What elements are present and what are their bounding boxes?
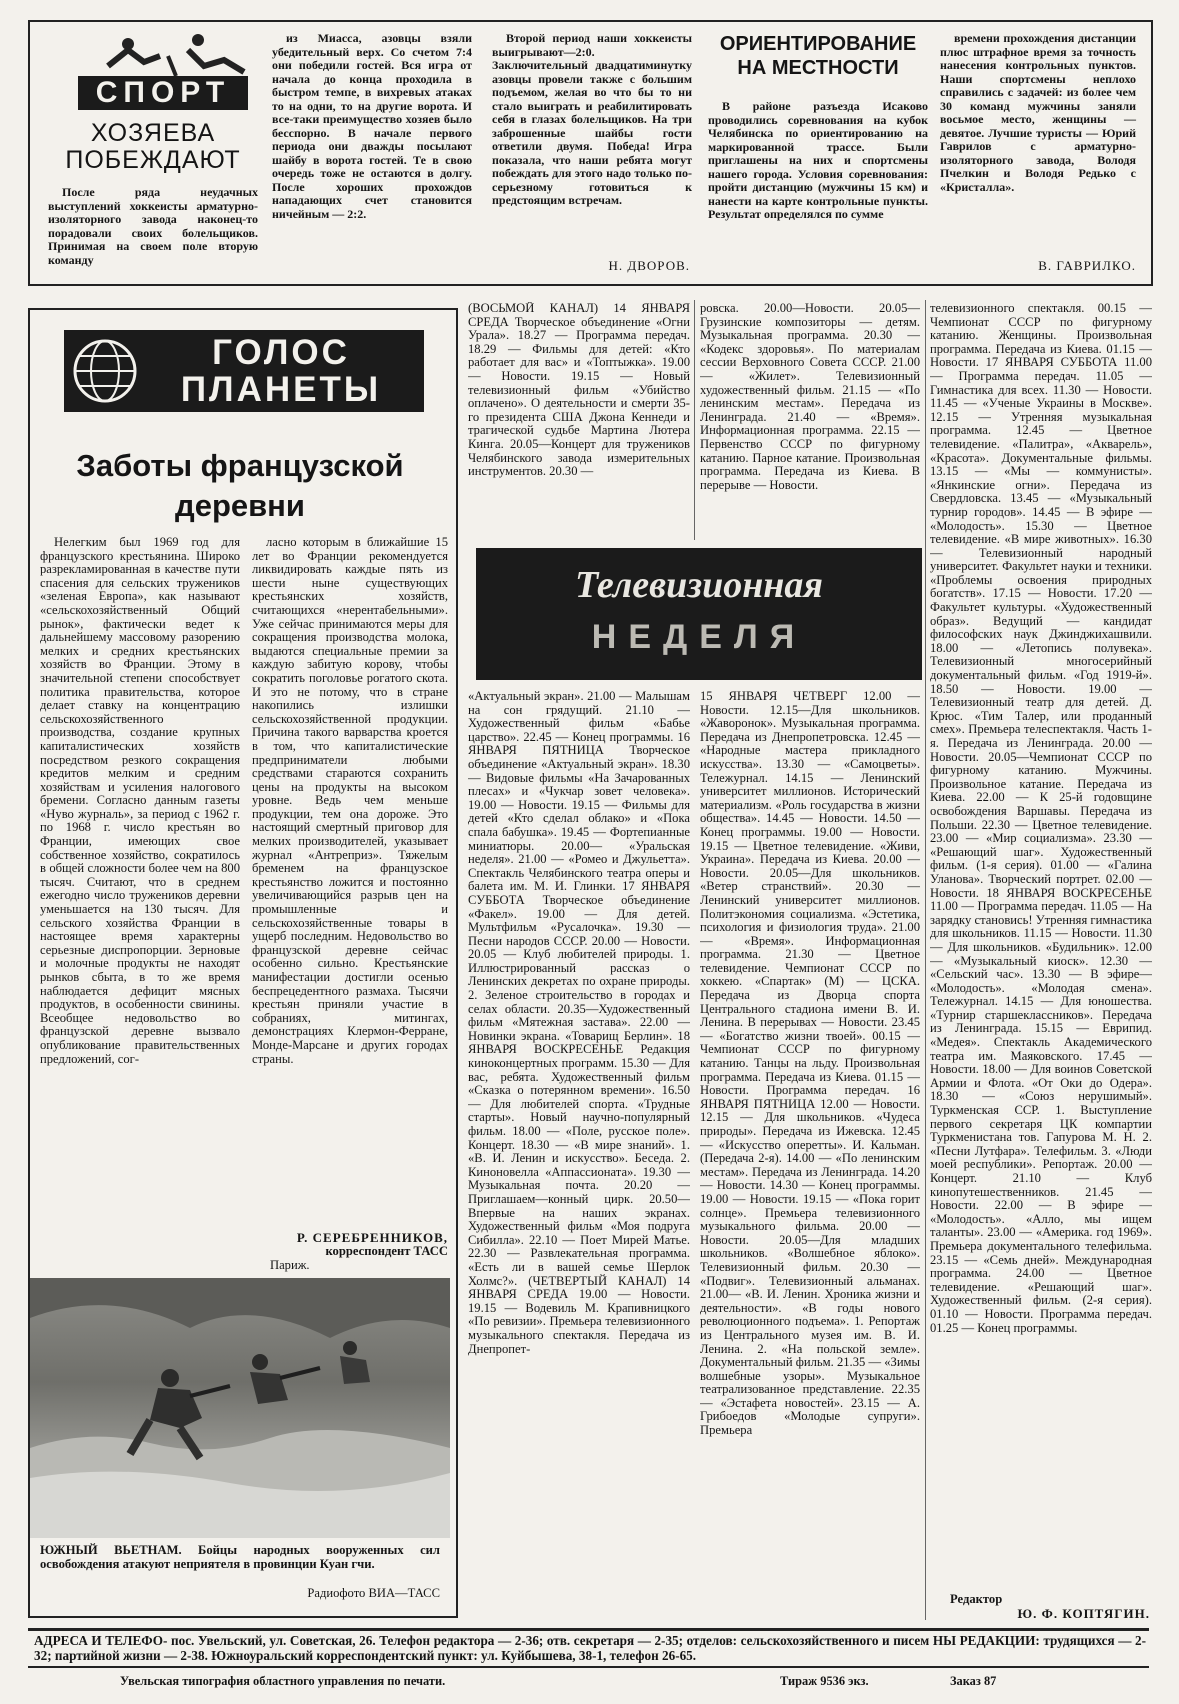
tv-banner-week: НЕДЕЛЯ xyxy=(591,618,807,656)
golos-author-role: корреспондент ТАСС xyxy=(325,1244,448,1258)
tv-divider-2 xyxy=(925,300,926,1620)
tv-col-a-top: (ВОСЬМОЙ КАНАЛ) 14 ЯНВАРЯ СРЕДА Творческое объединение «Огни Урала». 18.27 — Программа передач. 18.29 — Фильмы для детей: «Кто работает для вас» и «Топтыжка». 19.00 — Новости. 19.15 — Новый телевизионный фильм «Убийство оплачено». О деятельности и смерти 35-го президента США Джона Кеннеди и трагической судьбе Мартина Лютера Кинга. 20.05—Концерт для тружеников Челябинского завода измерительных инструментов. 20.30 — xyxy=(468,302,690,479)
footer-order: Заказ 87 xyxy=(950,1674,997,1688)
globe-icon xyxy=(70,336,140,406)
tv-col-b-bottom: 15 ЯНВАРЯ ЧЕТВЕРГ 12.00 — Новости. 12.15—Для школьников. «Жаворонок». Музыкальная программа. Передача из Днепропетровска. 12.45 — «Народные мастера прикладного искусства». 13.30 — «Самоцветы». Тележурнал. 14.15 — Ленинский университет миллионов. Исторический материализм. «Роль государства в жизни общества». 14.45 — Новости. 14.50 — Конец программы. 19.00 — Новости. 19.15 — Цветное телевидение. «Живи, Украина». Передача из Киева. 20.00 — Новости. 20.05—Для школьников. «Ветер странствий». 20.30 — Ленинский университет миллионов. Политэкономия социализма. «Эстетика, психология и физиология труда». 21.00 — «Время». Информационная программа. 21.30 — Цветное телевидение. Чемпионат СССР по хоккею. «Спартак» (М) — ЦСКА. Передача из Дворца спорта Центрального стадиона имени В. И. Ленина. В перерывах — Новости. 23.45 — «Богатство жизни твоей». 00.15 — Чемпионат СССР по фигурному катанию. Танцы на льду. Произвольная программа. Передача из Киева. 01.15 — Новости. Программа передач. 16 ЯНВАРЯ ПЯТНИЦА 12.00 — Новости. 12.15 — Для школьников. «Чудеса природы». Передача из Ижевска. 12.45 — «Искусство оперетты». И. Кальман. (Передача 2-я). 14.00 — «По ленинским местам». Передача из Ленинграда. 14.20 — Новости. 14.30 — Конец программы. 19.00 — Новости. 19.15 — «Пока горит солнце». Премьера телевизионного музыкального фильма. 20.00 — Новости. 20.05—Для младших школьников. «Волшебное яблоко». Телевизионный фильм. 20.30 — «Подвиг». Телевизионный альманах. 21.00— «В. И. Ленин. Хроника жизни и деятельности». «В годы нового революционного подъема». 1. Репортаж из Центрального музея им. В. И. Ленина. 2. «На польской земле». Документальный фильм. 21.35 — «Зимы волшебные узоры». Музыкальное театрализованное представление. 22.35 — «Эстафета новостей». 23.15 — А. Грибоедов «Молодые супруги». Премьера xyxy=(700,690,920,1438)
sport-col3: Второй период наши хоккеисты выигрывают—2:0. Заключительный двадцатиминутку азовцы провели также с большим подъемом, желая во что бы то ни стало выиграть и реабилитировать себя в глазах болельщиков. На три заброшенные шайбы гости ответили двумя. Победа! Игра показала, что наши ребята могут побеждать для этого надо только по-серьезному готовиться к предстоящим встречам. xyxy=(492,31,692,207)
footer-address: АДРЕСА И ТЕЛЕФО- пос. Увельский, ул. Советская, 26. Телефон редактора — 2-36; отв. секретаря — 2-35; отделов: сельскохозяйственного и писем НЫ РЕДАКЦИИ: трудящихся — 2-32; партийной жизни — 2-38. Южноуральский корреспондентский пункт: ул. Куйбышева, 38-1, телефон 26-65. xyxy=(34,1633,1146,1663)
tv-col-b-top: ровска. 20.00—Новости. 20.05— Грузинские композиторы — детям. Музыкальная программа. 20.30 — «Кодекс здоровья». По материалам сессии Верховного Совета СССР. 21.00 — «Жилет». Телевизионный художественный фильм. 21.15 — «По ленинским местам». Передача из Ленинграда. 21.40 — «Время». Информационная программа. 22.15 — Первенство СССР по фигурному катанию. Парное катание. Произвольная программа. Передача из Киева. В перерыве — Новости. xyxy=(700,302,920,492)
golos-place: Париж. xyxy=(270,1258,310,1272)
orient-col1: В районе разъезда Исаково проводились соревнования на кубок Челябинска по ориентированию на маркированной трассе. Были приглашены на них и спортсмены нашего города. Условия соревнования: пройти дистанцию (мужчины 15 км) и нанести на карте контрольные пункты. Результат определялся по сумме xyxy=(708,99,928,221)
photo-caption: ЮЖНЫЙ ВЬЕТНАМ. Бойцы народных вооруженных сил освобождения атакуют неприятеля в провинции Куан гчи. xyxy=(40,1543,440,1571)
orient-headline: ОРИЕНТИРОВАНИЕ НА МЕСТНОСТИ xyxy=(719,33,917,79)
footer-print-run: Тираж 9536 экз. xyxy=(780,1674,869,1688)
golos-banner xyxy=(64,330,424,412)
footer-rule-bottom xyxy=(28,1666,1149,1668)
sport-col2: из Миасса, азовцы взяли убедительный верх. Со счетом 7:4 они победили гостей. Вся игра от начала до конца проходила в быстром темпе, в вихревых атаках то на одни, то на другие ворота. И все-таки преимущество хозяев было бесспорно. В начале первого периода они дважды посылают шайбу в ворота гостей. Те в свою очередь тоже не остаются в долгу. После хороших прохождов нападающих счет становится ничейным — 2:2. xyxy=(272,31,472,221)
tv-col-c: телевизионного спектакля. 00.15 —Чемпионат СССР по фигурному катанию. Женщины. Произвольная программа. Передача из Киева. 01.15 — Новости. 17 ЯНВАРЯ СУББОТА 11.00 — Программа передач. 11.05 — Гимнастика для всех. 11.30 — Новости. 11.45 — «Ученые Украины в Москве». 12.15 — Утренняя музыкальная программа. 12.45 — Цветное телевидение. «Палитра», «Акварель», «Красота». Документальные фильмы. 13.15 — «Мы — коммунисты». «Янкинские огни». Передача из Свердловска. 13.45 — «Музыкальный турнир городов». 14.45 — В эфире — «Молодость». 15.30 — Цветное телевидение. «В мире животных». 16.30 — Телевизионный народный университет. Факультет науки и техники. «Проблемы освоения природных богатств». 17.15 — Новости. 17.20 — Факультет культуры. «Художественный образ». Ведущий — кандидат философских наук Джинджихашвили. 18.00 — «Летопись полувека». Телевизионный многосерийный документальный фильм. «Год 1919-й». 18.50 — Новости. 19.00 — Телевизионный театр для детей. Д. Крюс. «Тим Талер, или проданный смех». Премьера телеспектакля. Часть 1-я. Передача из Ленинграда. 20.00 — Новости. 20.05—Чемпионат СССР по фигурному катанию. Мужчины. Произвольное катание. Передача из Киева. 22.00 — К 25-й годовщине освобождения Варшавы. Передача из Польши. 22.30 — Цветное телевидение. 23.00 — «Мир социализма». 23.30 — «Решающий шаг». Художественный фильм. (1-я серия). 01.00 — «Галина Уланова». Творческий портрет. 02.00 — Новости. 18 ЯНВАРЯ ВОСКРЕСЕНЬЕ 11.00 — Программа передач. 11.05 — На зарядку становись! Утренняя гимнастика для школьников. 11.15 — Новости. 11.30 — Для школьников. «Будильник». 12.00 — «Музыкальный киоск». 12.30 — «Сельский час». 13.30 — В эфире— «Молодость». «Молодая смена». Тележурнал. 14.15 — Для юношества. «Турнир старшеклассников». Передача из Ленинграда. 15.15 — Еврипид. «Медея». Спектакль Академического театра им. Маяковского. 17.45 — Новости. 18.00 — Для воинов Советской Армии и Флота. «От Оки до Одера». 18.30 — «Союз нерушимый». Туркменская ССР. 1. Выступление первого секретаря ЦК компартии Туркменистана тов. Гапурова М. Н. 2. «Песни Лутфара». Телефильм. 3. «Люди моей республики». Репортаж. 20.00 — Концерт. 21.10 — Клуб кинопутешественников. 21.45 — Новости. 22.00 — В эфире — «Молодость». «Алло, мы ищем таланты». 23.00 — «Америка. год 1969». Премьера документального телефильма. 23.15 — «Семь дней». Международная программа. 24.00 — Цветное телевидение. «Решающий шаг». Художественный фильм. (2-я серия). 01.10 — Новости. Программа передач. 01.25 — Конец программы. xyxy=(930,302,1152,1335)
sport-logo xyxy=(48,26,258,114)
tv-divider-1 xyxy=(694,300,695,540)
sport-col1: После ряда неудачных выступлений хоккеисты арматурно-изоляторного завода наконец-то порадовали своих болельщиков. Принимая на своем поле вторую команду xyxy=(48,185,258,267)
golos-author: Р. СЕРЕБРЕННИКОВ, xyxy=(296,1230,448,1245)
vietnam-photo xyxy=(30,1278,450,1538)
tv-banner-script: Телевизионная xyxy=(575,564,823,606)
golos-headline: Заботы французской деревни xyxy=(76,448,404,523)
golos-col2: ласно которым в ближайшие 15 лет во Франции рекомендуется ликвидировать каждые пять из шести ныне существующих крестьянских хозяйств, считающихся «нерентабельными». Уже сейчас принимаются меры для сокращения производства молока, выдаются специальные премии за каждую забитую корову, чтобы сократить поголовье рогатого скота. И это не потому, что в стране накопились излишки сельскохозяйственной продукции. Причина такого варварства кроется в том, что капиталистические предприниматели любыми средствами стараются сохранить цены на продукты на высоком уровне. Ведь чем меньше продукции, тем она дороже. Это настоящий смертный приговор для мелких производителей, указывает журнал «Антреприз». Тяжелым бременем на французское крестьянство ложится и постоянно увеличивающийся разрыв цен на промышленные и сельскохозяйственные товары в ущерб последним. Недовольство во французской деревне сейчас особенно сильно. Крестьянские манифестации достигли осенью беспрецедентного размаха. Тысячи крестьян приняли участие в собраниях, митингах, демонстрациях Клермон-Ферране, Монде-Марсане и других городах страны. xyxy=(252,535,448,1066)
orient-author: В. ГАВРИЛКО. xyxy=(1038,258,1136,273)
editor-name: Ю. Ф. КОПТЯГИН. xyxy=(1017,1606,1150,1621)
soldiers-photo-image xyxy=(30,1278,450,1538)
sport-author: Н. ДВОРОВ. xyxy=(608,258,690,273)
photo-credit: Радиофото ВИА—ТАСС xyxy=(307,1586,440,1600)
tv-banner xyxy=(476,548,922,680)
footer-printer: Увельская типография областного управления по печати. xyxy=(120,1674,446,1688)
sport-headline: ХОЗЯЕВА ПОБЕЖДАЮТ xyxy=(65,119,241,174)
golos-col1: Нелегким был 1969 год для французского крестьянина. Широко разрекламированная в качестве пути спасения для сельских тружеников «зеленая Европа», как называют «сельскохозяйственный Общий рынок», фактически ведет к дальнейшему массовому разорению мелких и средних крестьянских хозяйств во Франции. Этому в значительной степени способствует политика правительства, которое делает ставку на концентрацию сельскохозяйственного производства, создание крупных капиталистических хозяйств посредством резкого сокращения кредитов мелким и средним хозяйствам и усиления налогового бремени. Согласно данным газеты «Нуво журналь», за период с 1962 г. по 1968 г. число крестьян во Франции, имеющих свое собственное хозяйство, сократилось в общей сложности более чем на 800 тысяч. Считают, что в среднем ежегодно число тружеников деревни уменьшается на 130 тысяч. Для сельского хозяйства Франции в настоящее время характерны серьезные диспропорции. Зерновые и молочные продукты не находят рынков сбыта, в то же время наблюдается дефицит мясных продуктов, в особенности свинины. Всеобщее недовольство во французской деревне вызвало опубликование правительственных предложений, сог- xyxy=(40,535,240,1066)
editor-label: Редактор xyxy=(950,1592,1003,1606)
tv-col-a-bottom: «Актуальный экран». 21.00 — Малышам на сон грядущий. 21.10 — Художественный фильм «Бабье царство». 22.45 — Конец программы. 16 ЯНВАРЯ ПЯТНИЦА Творческое объединение «Актуальный экран». 18.30 — Видовые фильмы «На Зачарованных плесах» и «Чукчар зовет человека». 19.00 — Новости. 19.15 — Фильмы для детей «Кто сделал облако» и «Пока спала бабушка». 19.45 — Фортепианные миниатюры. 20.00— «Уральская неделя». 21.00 — «Ромео и Джульетта». Спектакль Челябинского театра оперы и балета им. М. И. Глинки. 17 ЯНВАРЯ СУББОТА Творческое объединение «Факел». 19.00 — Для детей. Мультфильм «Русалочка». 19.30 — Песни народов СССР. 20.00 — Новости. 20.05 — Клуб любителей природы. 1. Иллюстрированный рассказ о Ленинских декретах по охране природы. 2. Зеленое строительство в городах и селах области. 20.35—Художественный фильм «Мятежная застава». 22.00 — Новинки экрана. «Товарищ Берлин». 18 ЯНВАРЯ ВОСКРЕСЕНЬЕ Редакция киноконцертных программ. 15.30 — Для вас, ребята. Художественный фильм «Сказка о потерянном времени». 16.50 — Для любителей спорта. «Трудные старты». Новый научно-популярный фильм. 18.00 — «Поле, русское поле». Концерт. 18.30 — «В мире знаний». 1. «В. И. Ленин и искусство». Беседа. 2. Киноновелла «Аппассионата». 19.30 — Музыкальная почта. 20.20 — Приглашаем—конный цирк. 20.50— Впервые на наших экранах. Художественный фильм «Моя подруга Сибилла». 22.10 — Поет Мирей Матье. 22.30 — Развлекательная программа. «Есть ли в вашей семье Шерлок Холмс?». (ЧЕТВЕРТЫЙ КАНАЛ) 14 ЯНВАРЯ СРЕДА 19.00 — Новости. 19.15 — Водевиль М. Крапивницкого «По ревизии». Премьера телевизионного музыкального спектакля. Передача из Днепропет- xyxy=(468,690,690,1356)
footer-rule-top xyxy=(28,1628,1149,1631)
orient-col2: времени прохождения дистанции плюс штрафное время за точность нанесения контрольных пунктов. Наши спортсмены неплохо справились с задачей: из более чем 30 команд мужчины заняли восьмое место, женщины — девятое. Лучшие туристы — Юрий Гаврилов с арматурно-изоляторного завода, Володя Пчелкин и Володя Редько с «Кристалла». xyxy=(940,31,1136,194)
sport-banner: СПОРТ xyxy=(78,76,248,110)
golos-banner-text: ГОЛОС ПЛАНЕТЫ xyxy=(180,333,382,409)
